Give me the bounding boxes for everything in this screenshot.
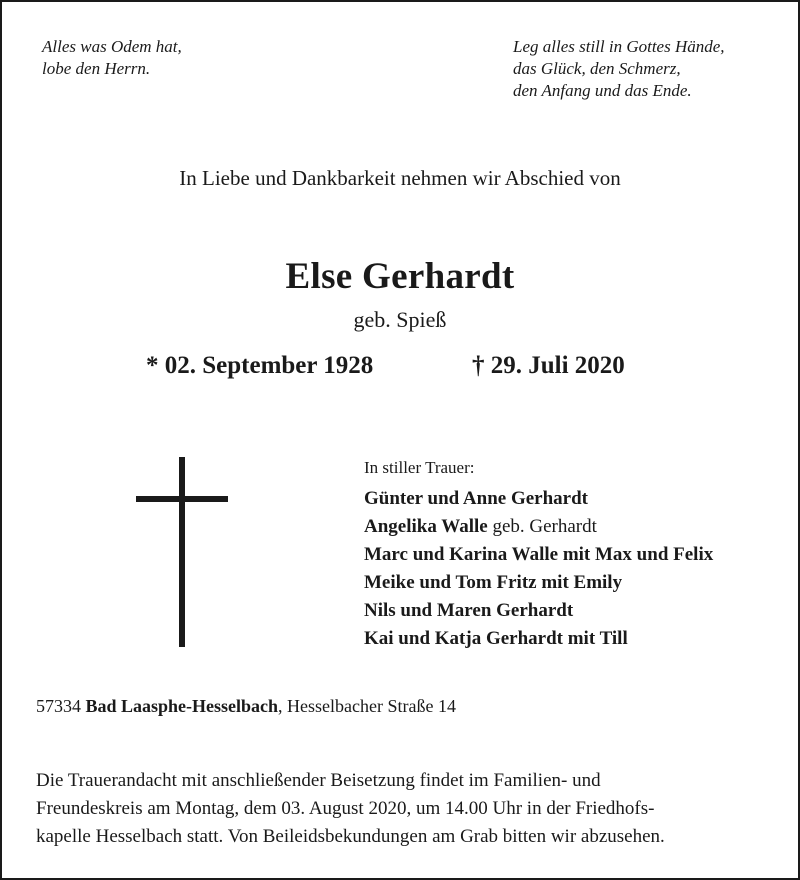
address-street: , Hesselbacher Straße 14	[278, 696, 456, 716]
birth-name: geb. Spieß	[353, 307, 447, 332]
address-city: Bad Laasphe-Hesselbach	[85, 696, 279, 716]
address-line	[36, 696, 456, 717]
funeral-notice	[36, 767, 776, 851]
mourner-name: Meike und Tom Fritz mit Emily	[364, 572, 623, 593]
verse-right	[513, 36, 725, 102]
notice-line: Freundeskreis am Montag, dem 03. August 2020, um 14.00 Uhr in der Friedhofs-	[36, 798, 655, 819]
death-date: † 29. Juli 2020	[472, 352, 625, 379]
mourner-line	[364, 513, 713, 541]
verse-left-line: lobe den Herrn.	[42, 59, 151, 78]
cross-vertical-bar	[179, 457, 185, 647]
mourner-line	[364, 625, 713, 653]
verse-right-line: das Glück, den Schmerz,	[513, 59, 681, 78]
intro-text: In Liebe und Dankbarkeit nehmen wir Abschied von	[179, 166, 621, 190]
mourner-name: Nils und Maren Gerhardt	[364, 600, 574, 621]
mourner-line	[364, 541, 713, 569]
verse-right-line: den Anfang und das Ende.	[513, 81, 692, 100]
address-zip: 57334	[36, 696, 86, 716]
cross-icon	[136, 457, 228, 647]
mourner-line	[364, 485, 713, 513]
verse-left-line: Alles was Odem hat,	[42, 37, 182, 56]
mourners-list	[364, 457, 713, 653]
mourner-name: Angelika Walle	[364, 516, 488, 537]
mourner-suffix: geb. Gerhardt	[487, 516, 597, 537]
deceased-name: Else Gerhardt	[285, 256, 515, 297]
mourner-name: Kai und Katja Gerhardt mit Till	[364, 628, 628, 649]
mourner-name: Marc und Karina Walle mit Max und Felix	[364, 544, 714, 565]
verse-right-line: Leg alles still in Gottes Hände,	[513, 37, 725, 56]
cross-horizontal-bar	[136, 496, 228, 502]
verse-left	[42, 36, 182, 80]
mourner-name: Günter und Anne Gerhardt	[364, 488, 588, 509]
birth-date: * 02. September 1928	[146, 352, 374, 379]
mourner-line	[364, 597, 713, 625]
mourner-line	[364, 569, 713, 597]
notice-line: kapelle Hesselbach statt. Von Beileidsbekundungen am Grab bitten wir abzusehen.	[36, 826, 665, 847]
mourners-heading: In stiller Trauer:	[364, 458, 475, 477]
notice-line: Die Trauerandacht mit anschließender Beisetzung findet im Familien- und	[36, 770, 601, 791]
